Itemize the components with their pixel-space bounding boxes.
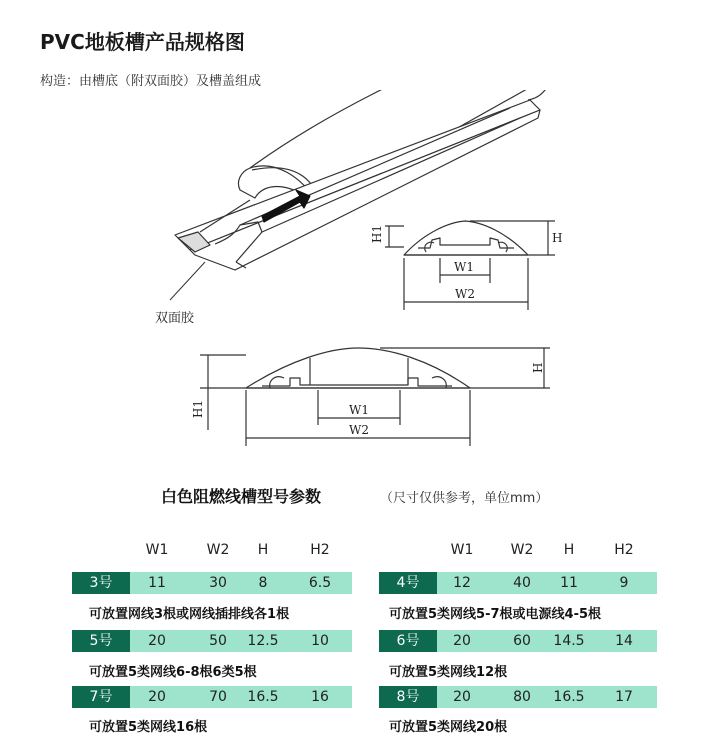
large-h1-label: H1 — [191, 399, 205, 418]
row-description: 可放置5类网线16根 — [89, 720, 208, 735]
h2-value: 10 — [311, 633, 329, 649]
w2-value: 40 — [513, 575, 531, 591]
w1-value: 20 — [453, 689, 471, 705]
spec-row-8 — [379, 686, 657, 708]
left-header-h: H — [257, 542, 269, 558]
row-description: 可放置5类网线5-7根或电源线4-5根 — [389, 607, 602, 622]
h-value: 12.5 — [247, 633, 279, 649]
h2-value: 14 — [615, 633, 633, 649]
w2-value: 70 — [209, 689, 227, 705]
spec-row-6 — [379, 630, 657, 652]
large-w2-label: W2 — [349, 423, 369, 437]
w2-value: 30 — [209, 575, 227, 591]
left-header-h2: H2 — [310, 542, 330, 558]
spec-row-5 — [72, 630, 352, 652]
product-drawing — [0, 90, 715, 450]
row-description: 可放置网线3根或网线插排线各1根 — [89, 607, 290, 622]
spec-note: （尺寸仅供参考，单位mm） — [380, 491, 549, 506]
h-value: 16.5 — [247, 689, 279, 705]
w2-value: 60 — [513, 633, 531, 649]
right-header-w2: W2 — [510, 542, 534, 558]
large-h-label: H — [531, 362, 545, 373]
isometric-trough — [170, 90, 553, 300]
model-code: 6号 — [379, 630, 437, 652]
row-description: 可放置5类网线6-8根6类5根 — [89, 665, 257, 680]
right-header-h: H — [563, 542, 575, 558]
small-h-label: H — [552, 231, 563, 245]
w1-value: 20 — [148, 689, 166, 705]
w2-value: 80 — [513, 689, 531, 705]
row-description: 可放置5类网线12根 — [389, 665, 508, 680]
h-value: 8 — [258, 575, 268, 591]
tape-label: 双面胶 — [155, 311, 195, 326]
small-w2-label: W2 — [455, 287, 475, 301]
spec-row-7 — [72, 686, 352, 708]
w1-value: 11 — [148, 575, 166, 591]
spec-title: 白色阻燃线槽型号参数 — [161, 487, 322, 506]
small-h1-label: H1 — [370, 224, 384, 243]
left-header-w1: W1 — [145, 542, 169, 558]
row-description: 可放置5类网线20根 — [389, 720, 508, 735]
right-header-h2: H2 — [614, 542, 634, 558]
h-value: 16.5 — [553, 689, 585, 705]
large-w1-label: W1 — [349, 403, 369, 417]
h-value: 14.5 — [553, 633, 585, 649]
large-cross-section — [200, 348, 550, 446]
spec-row-4 — [379, 572, 657, 594]
model-code: 5号 — [72, 630, 130, 652]
w1-value: 20 — [453, 633, 471, 649]
left-header-w2: W2 — [206, 542, 230, 558]
model-code: 3号 — [72, 572, 130, 594]
h2-value: 9 — [619, 575, 629, 591]
right-header-w1: W1 — [450, 542, 474, 558]
model-code: 8号 — [379, 686, 437, 708]
h2-value: 16 — [311, 689, 329, 705]
model-code: 7号 — [72, 686, 130, 708]
h-value: 11 — [560, 575, 578, 591]
page-title: PVC地板槽产品规格图 — [40, 30, 245, 54]
spec-row-3 — [72, 572, 352, 594]
w2-value: 50 — [209, 633, 227, 649]
w1-value: 12 — [453, 575, 471, 591]
model-code: 4号 — [379, 572, 437, 594]
h2-value: 17 — [615, 689, 633, 705]
h2-value: 6.5 — [308, 575, 332, 591]
w1-value: 20 — [148, 633, 166, 649]
page-subtitle: 构造：由槽底（附双面胶）及槽盖组成 — [40, 74, 262, 89]
small-w1-label: W1 — [454, 260, 474, 274]
